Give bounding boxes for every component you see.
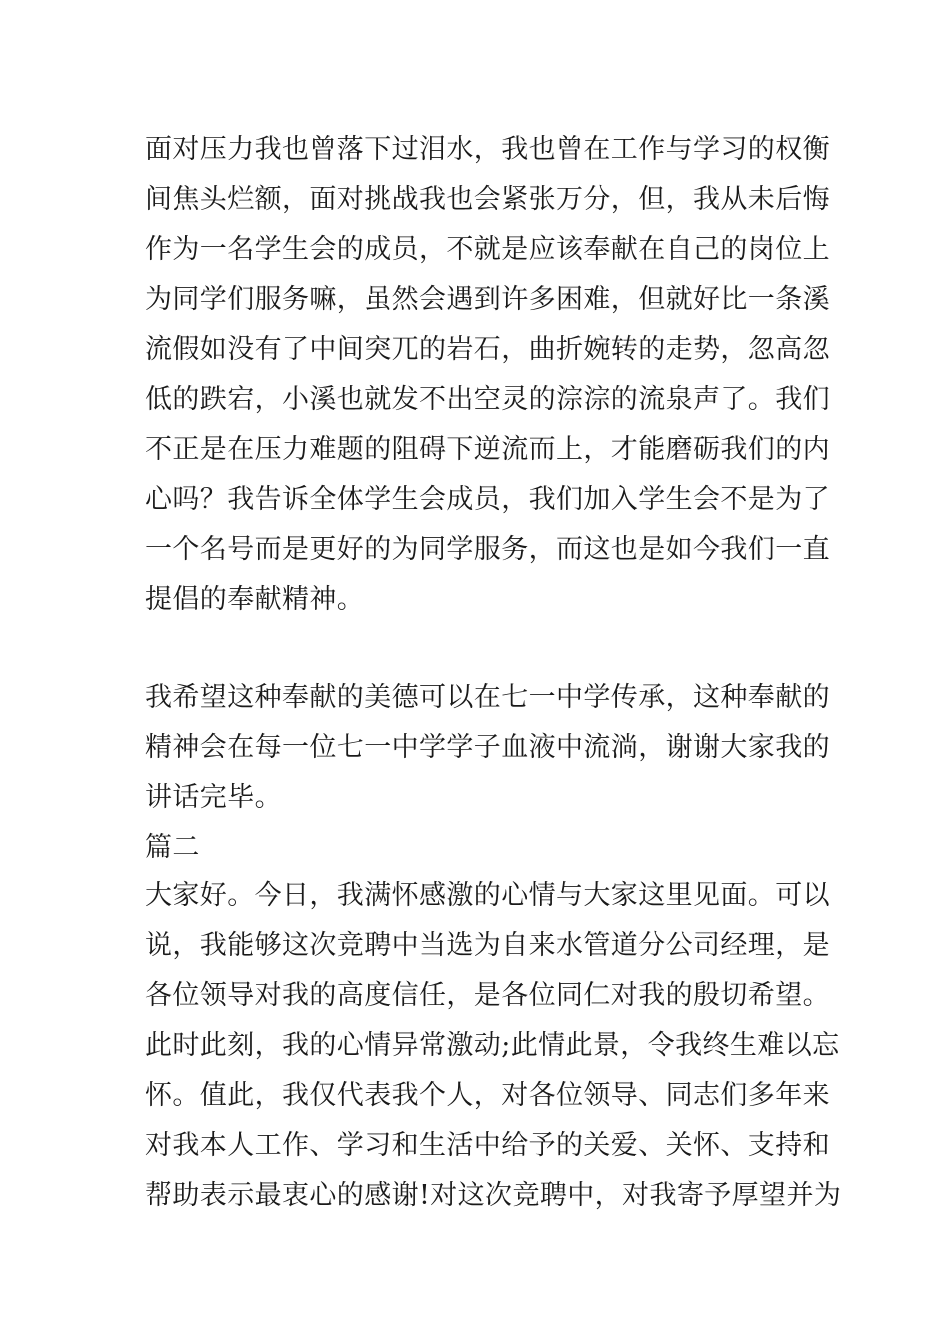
text-line: 不正是在压力难题的阻碍下逆流而上，才能磨砺我们的内 <box>145 434 830 465</box>
text-line: 对我本人工作、学习和生活中给予的关爱、关怀、支持和 <box>145 1130 830 1161</box>
text-line: 我希望这种奉献的美德可以在七一中学传承，这种奉献的 <box>145 682 830 713</box>
text-line: 说，我能够这次竞聘中当选为自来水管道分公司经理，是 <box>145 930 830 961</box>
section-heading: 篇二 <box>145 832 200 863</box>
text-line: 各位领导对我的高度信任，是各位同仁对我的殷切希望。 <box>145 980 830 1011</box>
text-line: 帮助表示最衷心的感谢!对这次竞聘中，对我寄予厚望并为 <box>145 1180 842 1211</box>
text-line: 怀。值此，我仅代表我个人，对各位领导、同志们多年来 <box>145 1080 830 1111</box>
text-line: 大家好。今日，我满怀感激的心情与大家这里见面。可以 <box>145 880 830 911</box>
text-line: 面对压力我也曾落下过泪水，我也曾在工作与学习的权衡 <box>145 134 830 165</box>
text-line: 心吗？我告诉全体学生会成员，我们加入学生会不是为了 <box>145 484 830 515</box>
text-line: 精神会在每一位七一中学学子血液中流淌，谢谢大家我的 <box>145 732 830 763</box>
text-line: 为同学们服务嘛，虽然会遇到许多困难，但就好比一条溪 <box>145 284 830 315</box>
text-line: 此时此刻，我的心情异常激动;此情此景，令我终生难以忘 <box>145 1030 840 1061</box>
text-line: 作为一名学生会的成员，不就是应该奉献在自己的岗位上 <box>145 234 830 265</box>
text-line: 间焦头烂额，面对挑战我也会紧张万分，但，我从未后悔 <box>145 184 830 215</box>
text-line: 低的跌宕，小溪也就发不出空灵的淙淙的流泉声了。我们 <box>145 384 830 415</box>
text-line: 一个名号而是更好的为同学服务，而这也是如今我们一直 <box>145 534 830 565</box>
text-line: 讲话完毕。 <box>145 782 282 813</box>
text-line: 流假如没有了中间突兀的岩石，曲折婉转的走势，忽高忽 <box>145 334 830 365</box>
text-line: 提倡的奉献精神。 <box>145 584 365 615</box>
